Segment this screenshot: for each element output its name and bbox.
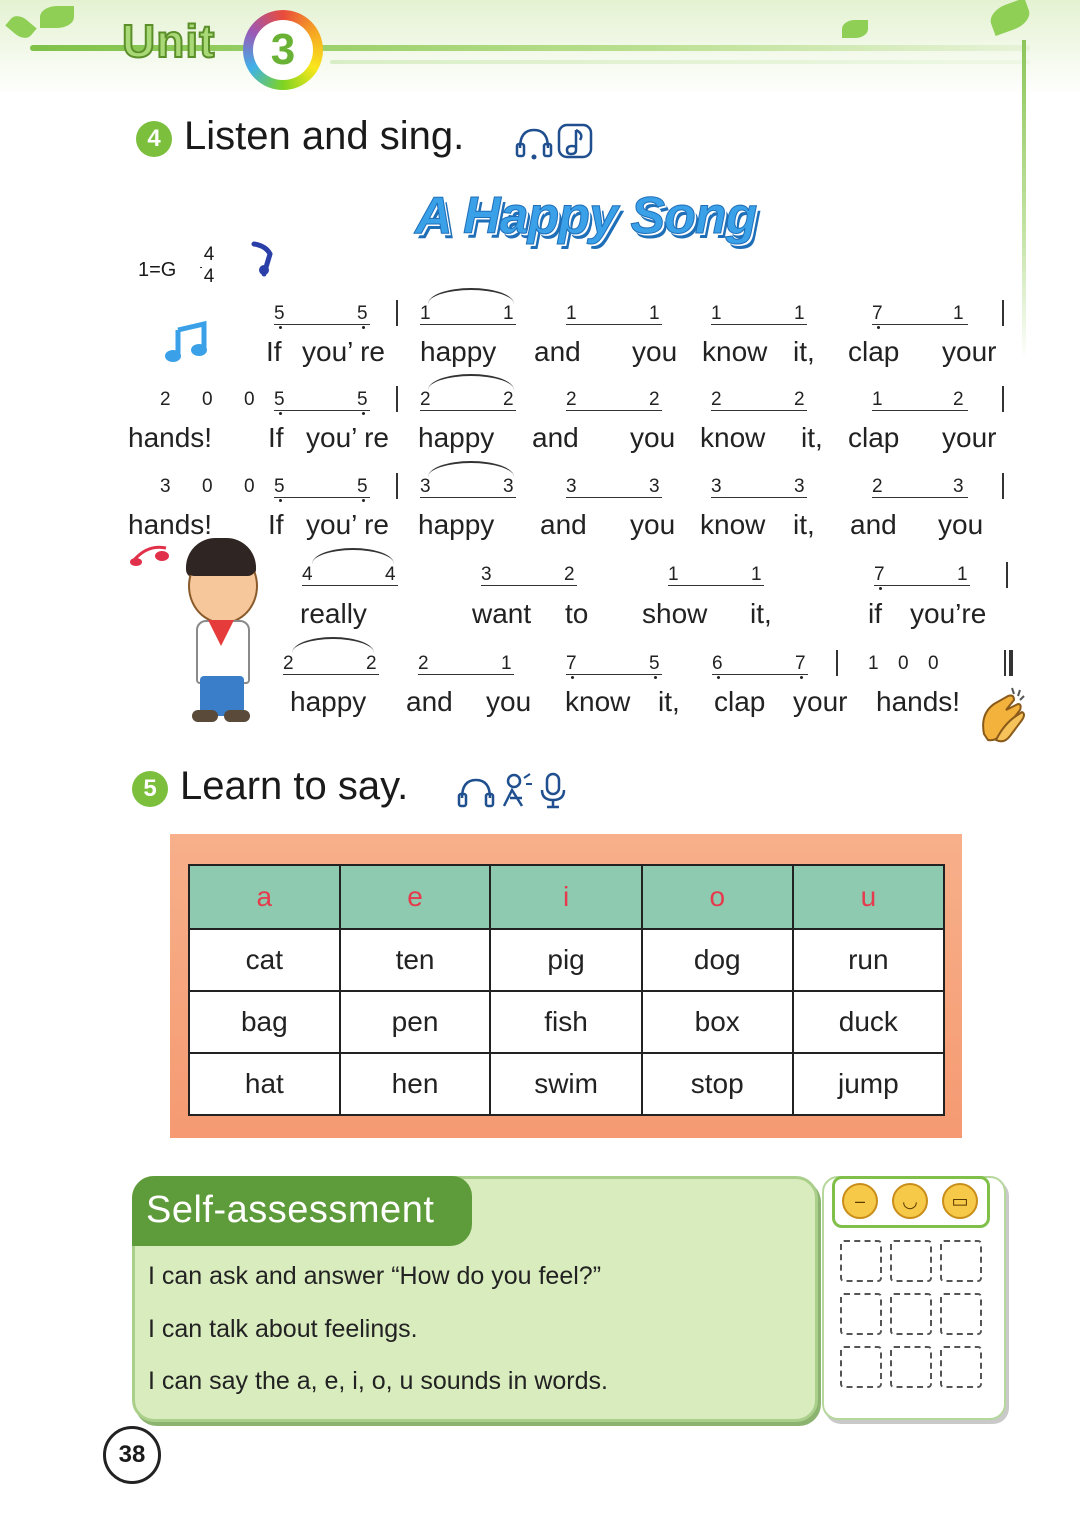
time-bottom: 4 — [203, 266, 215, 287]
lyric-word: it, — [793, 336, 815, 367]
lyric-word: clap — [848, 336, 900, 367]
lyric-word: you — [632, 336, 678, 367]
double-note-icon — [164, 320, 216, 364]
vowel-table — [188, 864, 945, 1116]
music-note-icon — [556, 122, 596, 162]
beam-line — [420, 410, 516, 411]
note: 3 — [711, 476, 722, 497]
beam-line — [874, 585, 970, 586]
table-header-row — [189, 865, 944, 929]
self-assessment-title: Self-assessment — [146, 1189, 435, 1231]
note: 1 — [957, 564, 968, 585]
boy-illustration — [186, 538, 256, 576]
boy-illustration — [192, 710, 218, 722]
lyric-word: If — [268, 509, 284, 540]
note: 3 — [160, 476, 171, 497]
lyric-word: hands! — [128, 422, 213, 453]
note: 1 — [566, 303, 577, 324]
beam-line — [872, 497, 968, 498]
section-4-title: Listen and sing. — [184, 114, 465, 158]
lyric-word: and — [850, 509, 897, 540]
lyric-word: you — [486, 686, 532, 717]
lyric-word: you’ re — [306, 509, 390, 540]
rating-checkbox[interactable] — [840, 1240, 882, 1282]
lyric-word: and — [532, 422, 579, 453]
lyric-word: happy — [418, 509, 495, 540]
note: 3 — [420, 476, 431, 497]
beam-line — [274, 497, 370, 498]
note: 4 — [385, 564, 396, 585]
note: 5 — [649, 653, 660, 674]
song-key: 1=G — [138, 259, 177, 281]
lyric-word: know — [700, 422, 766, 453]
table-cell: stop — [642, 1053, 793, 1115]
lyric-word: show — [642, 598, 708, 629]
note: 6 — [712, 653, 723, 674]
note: 3 — [953, 476, 964, 497]
self-assessment-item: I can talk about feelings. — [148, 1315, 418, 1343]
octave-dot — [879, 587, 882, 590]
lyric-word: you — [630, 509, 676, 540]
note: 1 — [503, 303, 514, 324]
note: 7 — [874, 564, 885, 585]
octave-dot — [362, 326, 365, 329]
beam-line — [566, 324, 662, 325]
beam-line — [481, 585, 577, 586]
song-title: A Happy Song — [415, 187, 757, 245]
lyric-word: hands! — [128, 509, 213, 540]
note: 4 — [302, 564, 313, 585]
note: 1 — [649, 303, 660, 324]
unit-label: Unit — [122, 15, 216, 67]
octave-dot — [654, 676, 657, 679]
rating-checkbox[interactable] — [940, 1346, 982, 1388]
table-cell: fish — [490, 991, 641, 1053]
self-assessment-item: I can ask and answer “How do you feel?” — [148, 1262, 602, 1290]
beam-line — [711, 497, 807, 498]
table-row — [189, 929, 944, 991]
note: 1 — [794, 303, 805, 324]
note: 0 — [202, 389, 213, 410]
note: 2 — [566, 389, 577, 410]
leaf-decoration — [842, 20, 868, 38]
lyric-word: you’re — [910, 598, 987, 629]
bar-line — [1006, 562, 1008, 588]
note: 7 — [795, 653, 806, 674]
octave-dot — [279, 499, 282, 502]
beam-line — [872, 410, 968, 411]
lyric-word: happy — [290, 686, 367, 717]
section-5-title: Learn to say. — [180, 764, 409, 808]
bar-line — [1002, 473, 1004, 499]
vowel-header-o: o — [642, 865, 793, 929]
note: 2 — [794, 389, 805, 410]
lyric-word: know — [700, 509, 766, 540]
headphones-icon — [456, 774, 496, 810]
beam-line — [711, 324, 807, 325]
vowel-header-i: i — [490, 865, 641, 929]
speaking-person-icon — [500, 772, 534, 810]
boy-illustration — [224, 710, 250, 722]
rating-checkbox[interactable] — [890, 1240, 932, 1282]
lyric-word: it, — [801, 422, 823, 453]
lyric-word: happy — [420, 336, 497, 367]
lyric-word: it, — [793, 509, 815, 540]
bar-line — [1002, 386, 1004, 412]
beam-line — [566, 410, 662, 411]
slur-arc — [428, 374, 514, 390]
grin-face-icon: ▭ — [942, 1183, 978, 1219]
rating-checkbox[interactable] — [840, 1346, 882, 1388]
note: 0 — [928, 653, 939, 674]
note: 3 — [566, 476, 577, 497]
music-note-icon — [128, 540, 172, 570]
octave-dot — [717, 676, 720, 679]
note: 2 — [953, 389, 964, 410]
table-cell: dog — [642, 929, 793, 991]
slur-arc — [428, 288, 514, 304]
note: 3 — [649, 476, 660, 497]
lyric-word: know — [702, 336, 768, 367]
lyric-word: really — [300, 598, 367, 629]
rating-checkbox[interactable] — [840, 1293, 882, 1335]
octave-dot — [279, 412, 282, 415]
beam-line — [420, 497, 516, 498]
table-row — [189, 991, 944, 1053]
note: 1 — [420, 303, 431, 324]
table-cell: pen — [340, 991, 491, 1053]
rating-checkbox[interactable] — [940, 1240, 982, 1282]
lyric-word: want — [472, 598, 532, 629]
vowel-header-u: u — [793, 865, 944, 929]
header-line — [330, 60, 1030, 64]
note: 3 — [794, 476, 805, 497]
time-signature — [200, 244, 218, 288]
beam-line — [302, 585, 398, 586]
rating-checkbox[interactable] — [940, 1293, 982, 1335]
table-cell: hen — [340, 1053, 491, 1115]
self-assessment-item: I can say the a, e, i, o, u sounds in words. — [148, 1367, 608, 1395]
table-cell: run — [793, 929, 944, 991]
time-divider — [200, 267, 202, 268]
octave-dot — [362, 412, 365, 415]
lyric-word: you — [630, 422, 676, 453]
lyric-word: to — [565, 598, 589, 629]
final-bar-line — [1009, 650, 1013, 676]
final-bar-line — [1004, 650, 1006, 676]
octave-dot — [362, 499, 365, 502]
note: 1 — [501, 653, 512, 674]
lyric-word: you’ re — [302, 336, 386, 367]
bar-line — [396, 473, 398, 499]
lyric-word: happy — [418, 422, 495, 453]
section-5-badge: 5 — [132, 771, 168, 807]
note: 5 — [274, 303, 285, 324]
note: 7 — [566, 653, 577, 674]
lyric-word: your — [942, 336, 997, 367]
note: 5 — [274, 389, 285, 410]
note: 3 — [481, 564, 492, 585]
lyric-word: your — [942, 422, 997, 453]
octave-dot — [877, 326, 880, 329]
note: 2 — [503, 389, 514, 410]
slur-arc — [428, 461, 514, 477]
note: 2 — [872, 476, 883, 497]
note: 1 — [751, 564, 762, 585]
note: 5 — [357, 389, 368, 410]
note: 5 — [357, 303, 368, 324]
table-cell: box — [642, 991, 793, 1053]
lyric-word: clap — [714, 686, 766, 717]
beam-line — [283, 674, 379, 675]
lyric-word: and — [406, 686, 453, 717]
note: 2 — [366, 653, 377, 674]
table-cell: jump — [793, 1053, 944, 1115]
note: 5 — [357, 476, 368, 497]
lyric-word: it, — [658, 686, 680, 717]
smile-face-icon: ◡ — [892, 1183, 928, 1219]
bar-line — [396, 386, 398, 412]
lyric-word: hands! — [876, 686, 961, 717]
lyric-word: you’ re — [306, 422, 390, 453]
table-cell: ten — [340, 929, 491, 991]
table-row — [189, 1053, 944, 1115]
page-number: 38 — [103, 1426, 161, 1484]
octave-dot — [279, 326, 282, 329]
note: 2 — [418, 653, 429, 674]
vowel-header-e: e — [340, 865, 491, 929]
note: 2 — [711, 389, 722, 410]
lyric-word: your — [793, 686, 848, 717]
note: 0 — [244, 389, 255, 410]
microphone-icon — [538, 772, 568, 810]
note: 2 — [283, 653, 294, 674]
lyric-word: if — [868, 598, 882, 629]
leaf-decoration — [40, 6, 74, 28]
beam-line — [711, 410, 807, 411]
time-top: 4 — [203, 244, 215, 265]
note: 0 — [244, 476, 255, 497]
slur-arc — [292, 637, 374, 653]
table-cell: cat — [189, 929, 340, 991]
page-edge-line — [1022, 40, 1026, 360]
table-cell: pig — [490, 929, 641, 991]
table-cell: hat — [189, 1053, 340, 1115]
beam-line — [566, 674, 662, 675]
note: 1 — [872, 389, 883, 410]
beam-line — [566, 497, 662, 498]
lyric-word: you — [938, 509, 984, 540]
beam-line — [418, 674, 514, 675]
slur-arc — [312, 548, 394, 564]
bar-line — [396, 300, 398, 326]
beam-line — [420, 324, 516, 325]
note: 3 — [503, 476, 514, 497]
beam-line — [274, 410, 370, 411]
music-note-icon — [246, 240, 280, 280]
bar-line — [836, 650, 838, 676]
beam-line — [872, 324, 968, 325]
beam-line — [668, 585, 764, 586]
lyric-word: clap — [848, 422, 900, 453]
rating-checkbox[interactable] — [890, 1346, 932, 1388]
rating-checkbox[interactable] — [890, 1293, 932, 1335]
note: 2 — [420, 389, 431, 410]
note: 1 — [711, 303, 722, 324]
neutral-face-icon: – — [842, 1183, 878, 1219]
lyric-word: and — [540, 509, 587, 540]
note: 5 — [274, 476, 285, 497]
lyric-word: If — [268, 422, 284, 453]
octave-dot — [571, 676, 574, 679]
octave-dot — [800, 676, 803, 679]
note: 0 — [202, 476, 213, 497]
clapping-hands-icon — [976, 684, 1028, 748]
note: 1 — [953, 303, 964, 324]
lyric-word: and — [534, 336, 581, 367]
vowel-header-a: a — [189, 865, 340, 929]
unit-number: 3 — [270, 25, 296, 74]
note: 2 — [160, 389, 171, 410]
lyric-word: know — [565, 686, 631, 717]
section-4-badge: 4 — [136, 121, 172, 157]
note: 7 — [872, 303, 883, 324]
beam-line — [274, 324, 370, 325]
lyric-word: it, — [750, 598, 772, 629]
table-cell: swim — [490, 1053, 641, 1115]
beam-line — [712, 674, 808, 675]
lyric-word: If — [266, 336, 282, 367]
note: 0 — [898, 653, 909, 674]
table-cell: duck — [793, 991, 944, 1053]
note: 1 — [868, 653, 879, 674]
table-cell: bag — [189, 991, 340, 1053]
bar-line — [1002, 300, 1004, 326]
note: 2 — [649, 389, 660, 410]
note: 1 — [668, 564, 679, 585]
note: 2 — [564, 564, 575, 585]
